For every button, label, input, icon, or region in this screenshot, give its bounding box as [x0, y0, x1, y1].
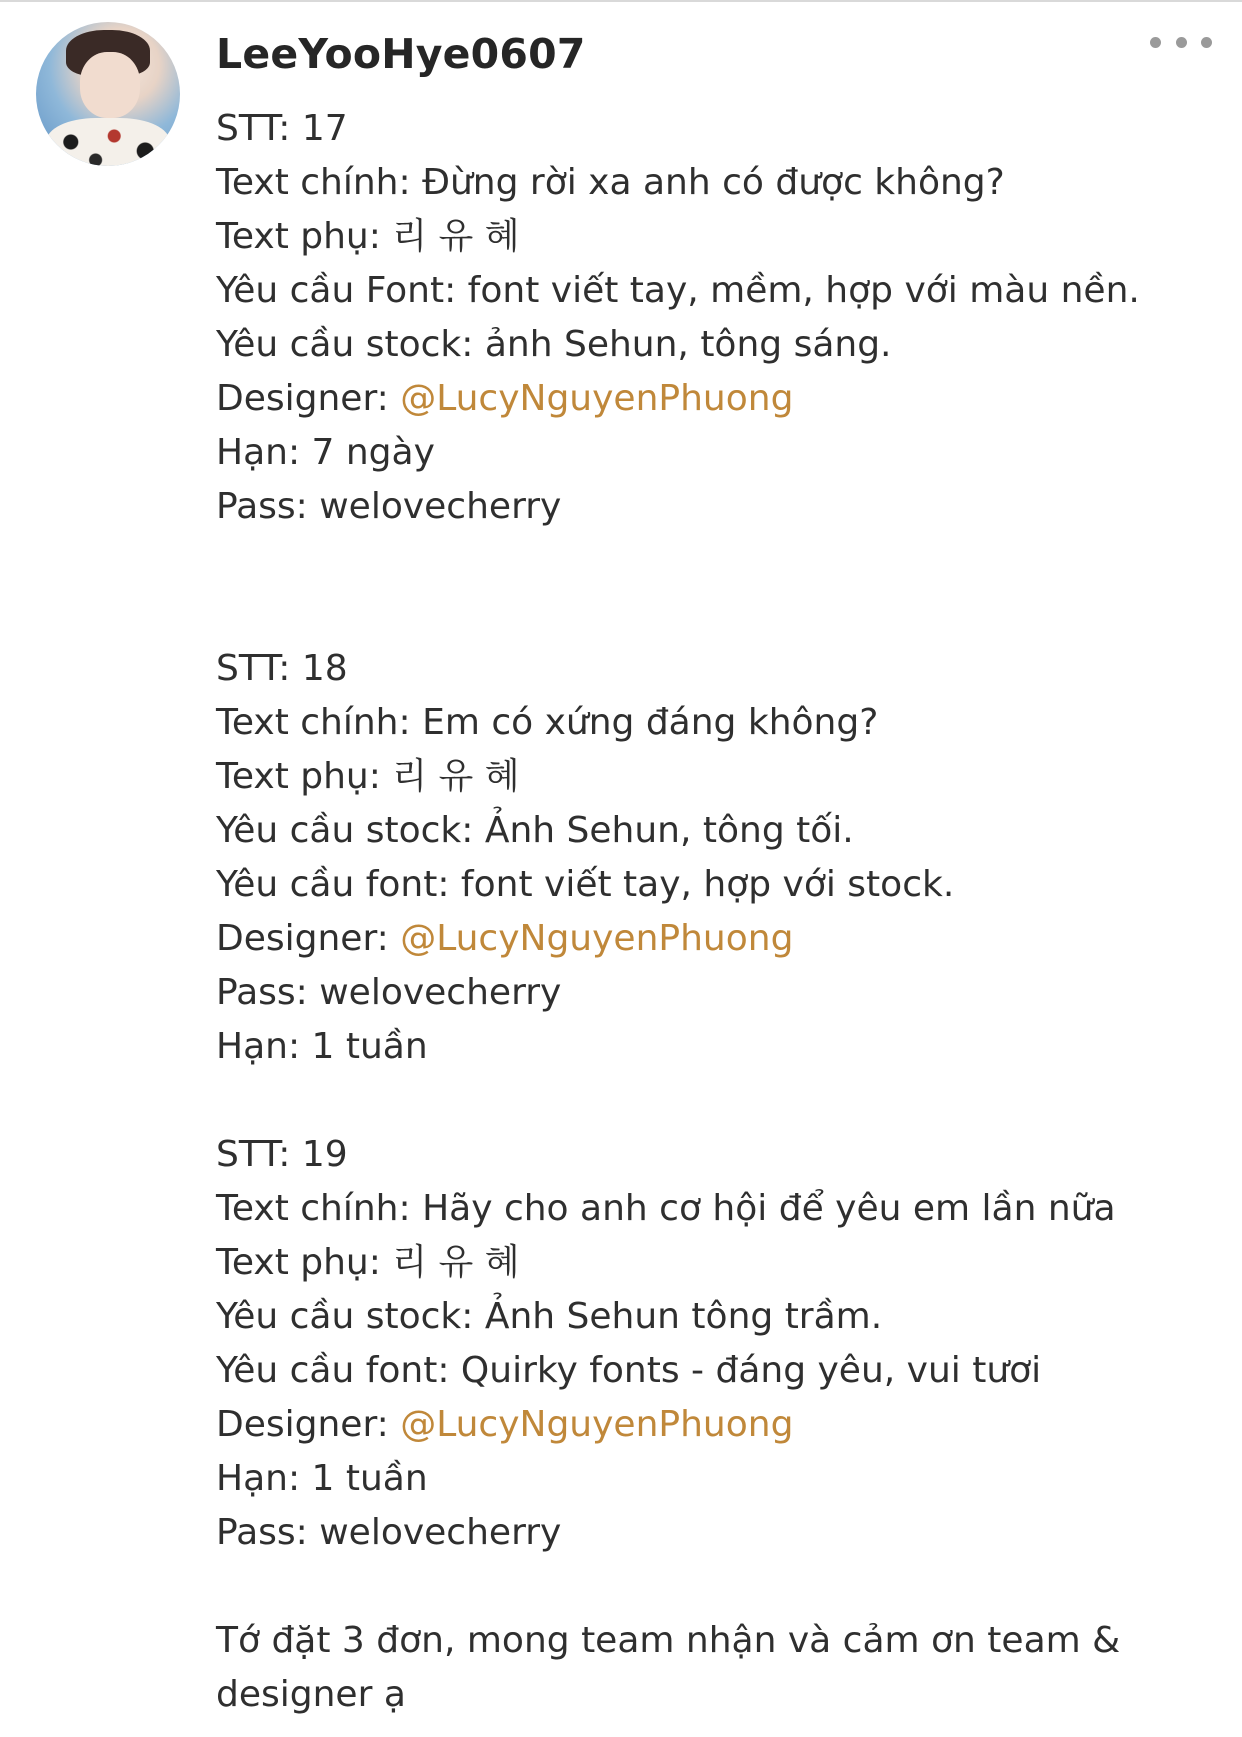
- order-18-deadline: Hạn: 1 tuần: [216, 1026, 428, 1067]
- order-19-font-request: Yêu cầu font: Quirky fonts - đáng yêu, vui tươi: [216, 1350, 1042, 1391]
- designer-mention-link[interactable]: @LucyNguyenPhuong: [400, 918, 794, 959]
- order-17-stt: STT: 17: [216, 108, 348, 149]
- designer-label: Designer:: [216, 378, 401, 419]
- order-18-stock-request: Yêu cầu stock: Ảnh Sehun, tông tối.: [216, 810, 854, 851]
- order-17-deadline: Hạn: 7 ngày: [216, 432, 435, 473]
- designer-mention-link[interactable]: @LucyNguyenPhuong: [400, 1404, 794, 1445]
- dot: [1150, 37, 1161, 48]
- avatar-shirt: [46, 118, 170, 166]
- order-19-stt: STT: 19: [216, 1134, 348, 1175]
- order-19-pass: Pass: welovecherry: [216, 1512, 562, 1553]
- designer-mention-link[interactable]: @LucyNguyenPhuong: [400, 378, 794, 419]
- order-18-pass: Pass: welovecherry: [216, 972, 562, 1013]
- order-18-designer-line: [216, 912, 1216, 966]
- order-19-stock-request: Yêu cầu stock: Ảnh Sehun tông trầm.: [216, 1296, 883, 1337]
- order-18-main-text: Text chính: Em có xứng đáng không?: [216, 702, 879, 743]
- spacer: [216, 1560, 1216, 1614]
- order-18-stt: STT: 18: [216, 648, 348, 689]
- spacer: [216, 534, 1216, 642]
- avatar[interactable]: [36, 22, 180, 166]
- closing-message: Tớ đặt 3 đơn, mong team nhận và cảm ơn team & designer ạ: [216, 1620, 1121, 1715]
- order-17-sub-text: Text phụ: 리 유 혜: [216, 216, 520, 257]
- order-19-main-text: Text chính: Hãy cho anh cơ hội để yêu em lần nữa: [216, 1188, 1116, 1229]
- order-18-font-request: Yêu cầu font: font viết tay, hợp với stock.: [216, 864, 955, 905]
- username[interactable]: LeeYooHye0607: [216, 30, 586, 78]
- order-19-designer-line: [216, 1398, 1216, 1452]
- order-19-sub-text: Text phụ: 리 유 혜: [216, 1242, 520, 1283]
- order-17-main-text: Text chính: Đừng rời xa anh có được không?: [216, 162, 1005, 203]
- order-17-designer-line: [216, 372, 1216, 426]
- order-18-sub-text: Text phụ: 리 유 혜: [216, 756, 520, 797]
- more-dots-icon[interactable]: [1150, 32, 1212, 52]
- top-divider: [0, 0, 1242, 2]
- order-17-pass: Pass: welovecherry: [216, 486, 562, 527]
- designer-label: Designer:: [216, 918, 401, 959]
- order-17-stock-request: Yêu cầu stock: ảnh Sehun, tông sáng.: [216, 324, 892, 365]
- post-body: [216, 102, 1216, 1722]
- designer-label: Designer:: [216, 1404, 401, 1445]
- order-17-font-request: Yêu cầu Font: font viết tay, mềm, hợp với màu nền.: [216, 270, 1140, 311]
- avatar-face: [80, 52, 140, 118]
- order-19-deadline: Hạn: 1 tuần: [216, 1458, 428, 1499]
- spacer: [216, 1074, 1216, 1128]
- dot: [1176, 37, 1187, 48]
- dot: [1201, 37, 1212, 48]
